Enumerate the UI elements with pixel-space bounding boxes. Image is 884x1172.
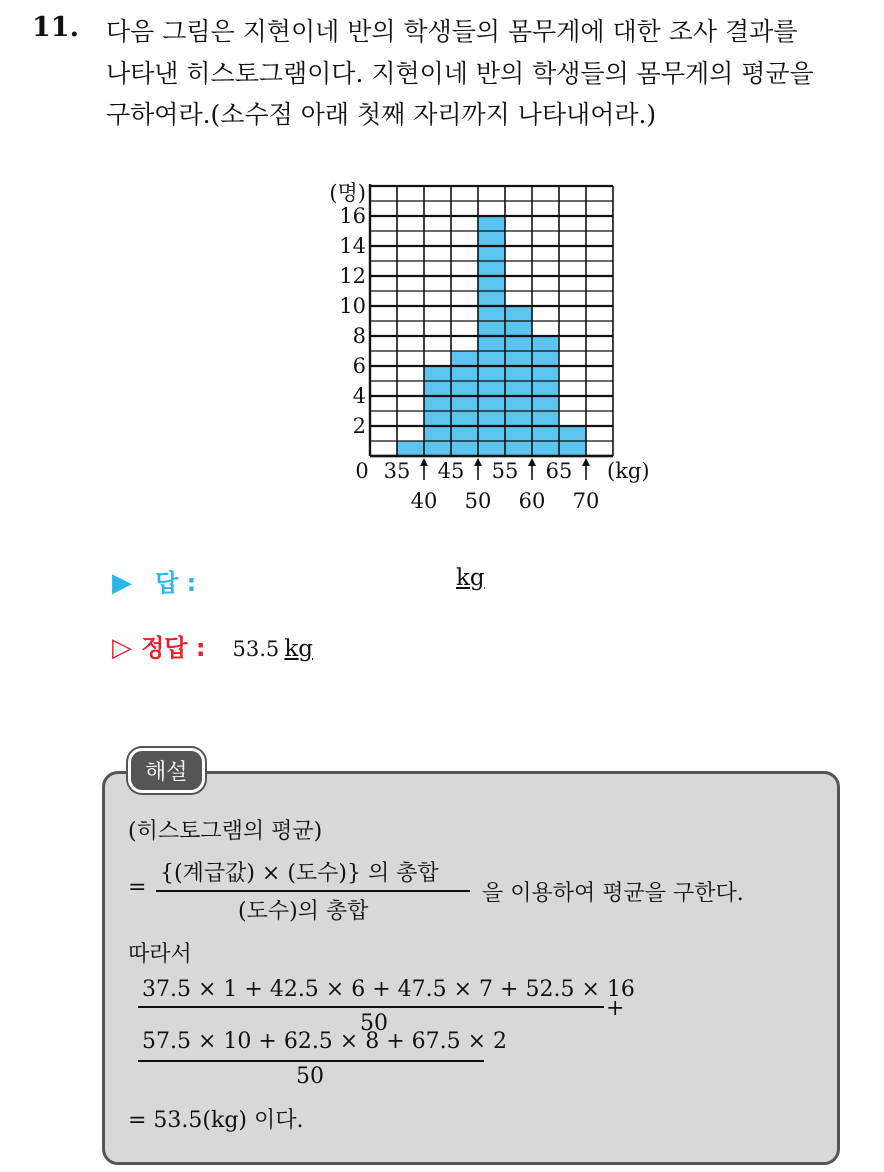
x-tick-label-upper: 65 [545,459,573,483]
explanation-tab: 해설 [128,748,205,793]
question-line-1: 다음 그림은 지현이네 반의 학생들의 몸무게에 대한 조사 결과를 [106,17,798,46]
explanation-line-1: (히스토그램의 평균) [128,819,323,844]
y-tick-label: 12 [339,264,366,288]
formula-equals: = [128,875,147,900]
calc-bar-2 [138,1060,484,1062]
question-line-3: 구하여라.(소수점 아래 첫째 자리까지 나타내어라.) [106,100,657,129]
x-tick-label-lower: 50 [464,489,492,513]
outline-triangle-icon: ▷ [112,633,132,663]
plus-sign: + [606,996,625,1021]
answer-label: 답 : [155,569,197,597]
x-tick-arrowhead [474,458,482,466]
formula-numerator: {(계급값) × (도수)} 의 총합 [160,861,439,886]
calc-numerator-1: 37.5 × 1 + 42.5 × 6 + 47.5 × 7 + 52.5 × 16 [142,977,635,1002]
calc-denominator-2: 50 [296,1064,324,1089]
y-tick-label: 2 [352,414,366,438]
formula-fraction [156,856,470,926]
question-line-2: 나타낸 히스토그램이다. 지현이네 반의 학생들의 몸무게의 평균을 [106,59,814,88]
x-tick-label-lower: 70 [572,489,600,513]
calc-bar-1 [138,1006,604,1008]
x-tick-label-upper: 35 [383,459,411,483]
x-tick-arrowhead [582,458,590,466]
formula-bar [156,890,470,892]
x-tick-label-lower: 40 [410,489,438,513]
calc-denominator-1: 50 [360,1011,388,1036]
y-tick-label: 4 [352,384,366,408]
question-number: 11. [32,12,79,43]
calc-numerator-2: 57.5 × 10 + 62.5 × 8 + 67.5 × 2 [142,1029,508,1054]
x-tick-arrowhead [528,458,536,466]
histogram-chart [320,160,660,520]
x-tick-arrowhead [420,458,428,466]
therefore-text: 따라서 [128,942,192,967]
result-line: = 53.5(kg) 이다. [128,1108,304,1133]
histogram-bar [397,441,424,456]
y-axis-title: (명) [329,181,366,205]
y-tick-label: 6 [352,354,366,378]
answer-row [112,563,485,598]
play-triangle-icon: ▶ [112,568,132,598]
answer-unit: kg [456,565,485,591]
x-tick-label-lower: 60 [518,489,546,513]
formula-tail: 을 이용하여 평균을 구한다. [482,881,744,906]
correct-answer-row [112,628,313,663]
correct-answer-unit: kg [284,636,314,662]
y-tick-label: 8 [352,324,366,348]
y-tick-label: 10 [339,294,366,318]
y-tick-label: 14 [339,234,366,258]
x-axis-title: (kg) [607,459,650,483]
origin-label: 0 [355,459,369,483]
correct-answer-value: 53.5 [232,637,280,661]
y-tick-label: 16 [339,204,366,228]
formula-denominator: (도수)의 총합 [238,899,369,924]
x-tick-label-upper: 55 [491,459,519,483]
x-tick-label-upper: 45 [437,459,465,483]
correct-answer-label: 정답 : [141,634,206,662]
